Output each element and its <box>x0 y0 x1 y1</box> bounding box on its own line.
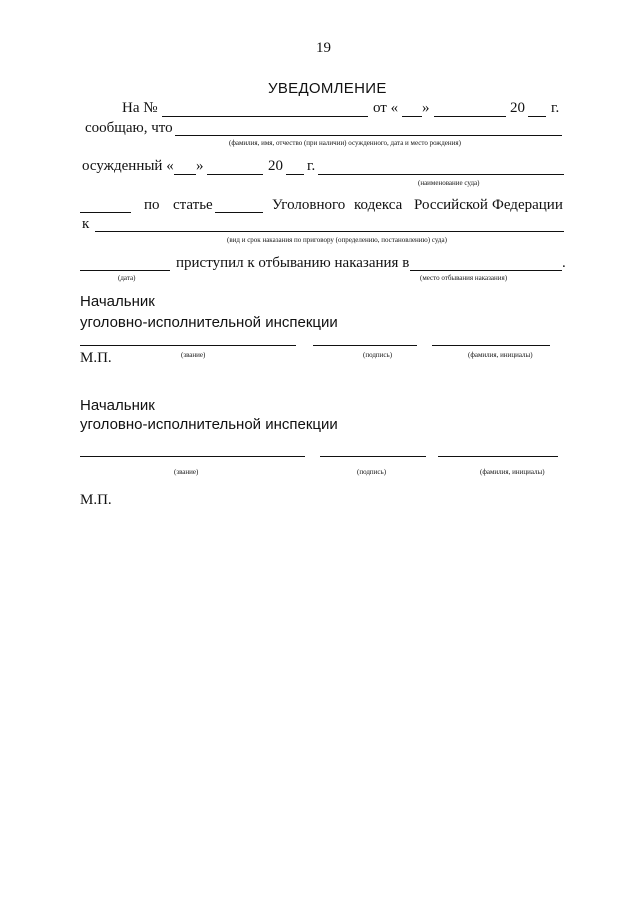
punishment-caption: (вид и срок наказания по приговору (определению, постановлению) суда) <box>227 236 447 244</box>
sign1-inspektsiya: уголовно-исполнительной инспекции <box>80 314 338 331</box>
sign2-zvanie-line <box>80 456 305 457</box>
sign2-fio-line <box>438 456 558 457</box>
sign2-inspektsiya: уголовно-исполнительной инспекции <box>80 416 338 433</box>
row3-month-line <box>207 174 263 175</box>
state-label: статье <box>173 197 213 213</box>
sign1-zvanie-line <box>80 345 296 346</box>
row3-year: 20 <box>268 158 283 174</box>
sign1-podpis-caption: (подпись) <box>363 351 393 359</box>
soobshchayu-label: сообщаю, что <box>85 120 173 136</box>
date-caption: (дата) <box>118 274 136 282</box>
sign1-fio-line <box>432 345 550 346</box>
po-label: по <box>144 197 160 213</box>
row6-dot: . <box>562 255 566 271</box>
sign2-podpis-caption: (подпись) <box>357 468 387 476</box>
row3-g: г. <box>307 158 316 174</box>
article-number-line <box>80 212 131 213</box>
page-number: 19 <box>316 40 331 56</box>
rossiyskoy-label: Российской <box>414 197 488 213</box>
sign2-zvanie-caption: (звание) <box>174 468 199 476</box>
ot-label: от « <box>373 100 399 116</box>
k-label: к <box>82 216 90 232</box>
punishment-line <box>95 231 564 232</box>
place-line <box>410 270 562 271</box>
sign2-podpis-line <box>320 456 426 457</box>
row3-year-line <box>286 174 304 175</box>
pristupil-label: приступил к отбыванию наказания в <box>176 255 410 271</box>
place-caption: (место отбывания наказания) <box>420 274 508 282</box>
ot-close: » <box>422 100 430 116</box>
row1-year-line <box>528 116 546 117</box>
ot-day-line <box>402 116 422 117</box>
federatsii-label: Федерации <box>492 197 563 213</box>
row1-year: 20 <box>510 100 525 116</box>
fio-caption: (фамилия, имя, отчество (при наличии) осужденного, дата и место рождения) <box>229 139 461 147</box>
date-line <box>80 270 170 271</box>
osuzhdenny-label: осужденный « <box>82 158 174 174</box>
sign1-mp: М.П. <box>80 350 112 366</box>
court-line <box>318 174 564 175</box>
fio-line <box>175 135 562 136</box>
row1-g: г. <box>551 100 560 116</box>
sign2-fio-caption: (фамилия, инициалы) <box>480 468 545 476</box>
sign1-nachalnik: Начальник <box>80 293 155 310</box>
row3-day-line <box>174 174 196 175</box>
na-no-label: На № <box>122 100 158 116</box>
na-no-line <box>162 116 368 117</box>
sign1-fio-caption: (фамилия, инициалы) <box>468 351 533 359</box>
article-part-line <box>215 212 263 213</box>
kodeksa-label: кодекса <box>354 197 403 213</box>
sign2-mp: М.П. <box>80 492 112 508</box>
sign1-podpis-line <box>313 345 417 346</box>
ugolovnogo-label: Уголовного <box>272 197 346 213</box>
court-caption: (наименование суда) <box>418 179 480 187</box>
document-title: УВЕДОМЛЕНИЕ <box>268 80 387 97</box>
sign1-zvanie-caption: (звание) <box>181 351 206 359</box>
row3-close: » <box>196 158 204 174</box>
ot-month-line <box>434 116 506 117</box>
sign2-nachalnik: Начальник <box>80 397 155 414</box>
